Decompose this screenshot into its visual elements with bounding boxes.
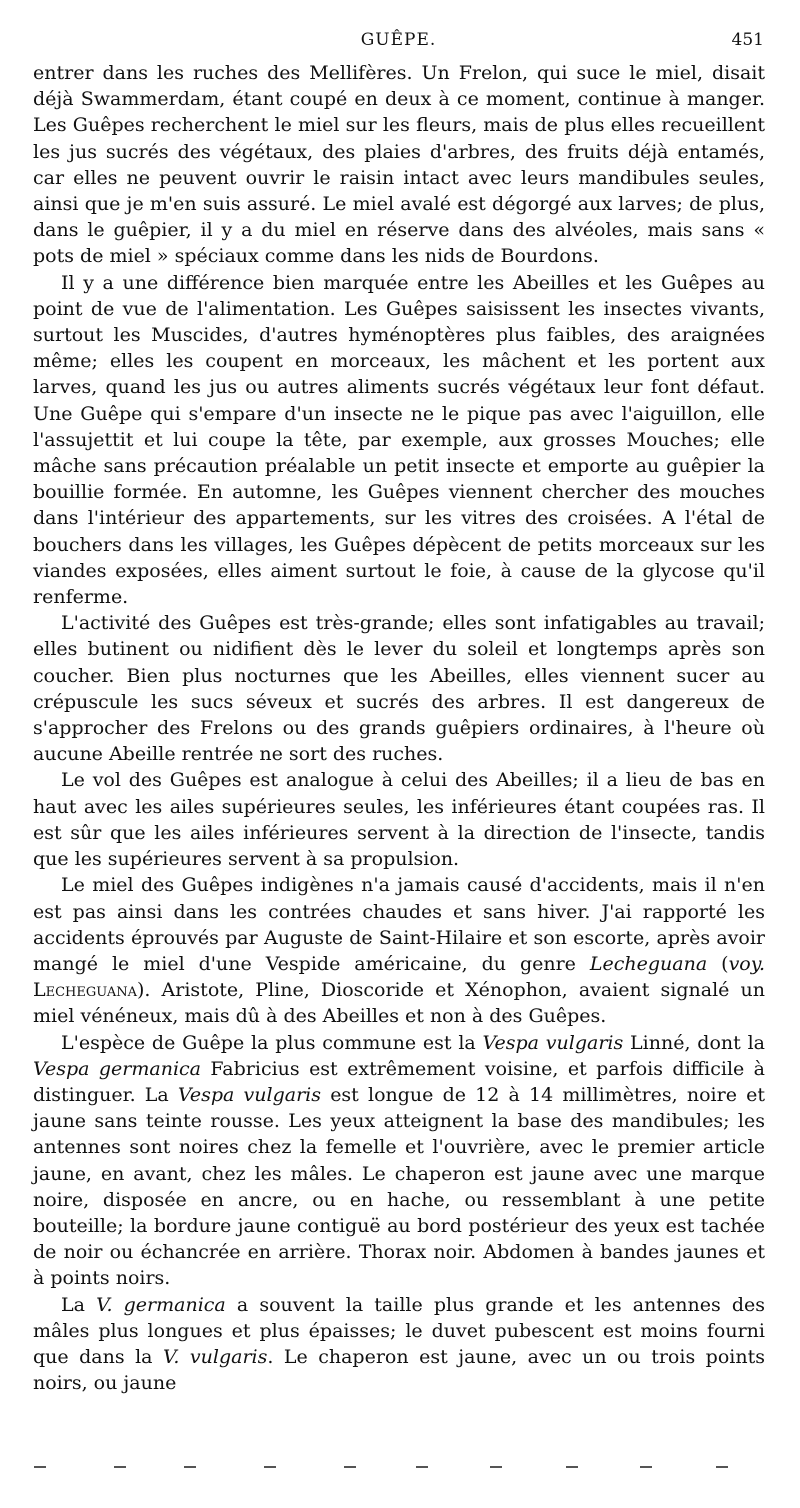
paragraph bbox=[33, 270, 765, 611]
paragraph bbox=[33, 610, 765, 767]
text-run: entrer dans les ruches des Mellifères. Un Frelon, qui suce le miel, disait déjà Swammerdam, étant coupé en deux à ce moment, continue à manger. Les Guêpes recherchent le miel sur les fleurs, mais de plus elles recueillent les jus sucrés des végétaux, des plaies d'arbres, des fruits déjà entamés, car elles ne peuvent ouvrir le raisin intact avec leurs mandibules seules, ainsi que je m'en suis assuré. Le miel avalé est dégorgé aux larves; de plus, dans le guêpier, il y a du miel en réserve dans des alvéoles, mais sans « pots de miel » spéciaux comme dans les nids de Bourdons. bbox=[33, 62, 765, 268]
print-marks bbox=[30, 1466, 770, 1474]
text-run: Il y a une différence bien marquée entre les Abeilles et les Guêpes au point de vue de l'alimentation. Les Guêpes saisissent les insectes vivants, surtout les Muscides, d'autres hyménoptères plus faibles, des araignées même; elles les coupent en morceaux, les mâchent et les portent aux larves, quand les jus ou autres aliments sucrés végétaux leur font défaut. Une Guêpe qui s'empare d'un insecte ne le pique pas avec l'aiguillon, elle l'assujettit et lui coupe la tête, par exemple, aux grosses Mouches; elle mâche sans précaution préalable un petit insecte et emporte au guêpier la bouillie formée. En automne, les Guêpes viennent chercher des mouches dans l'intérieur des appartements, sur les vitres des croisées. A l'étal de bouchers dans les villages, les Guêpes dépècent de petits morceaux sur les viandes exposées, elles aiment surtout le foie, à cause de la glycose qu'il renferme. bbox=[33, 271, 765, 609]
text-run: a souvent la taille plus grande et les antennes des mâles plus longues et plus épaisses; le duvet pubescent est moins fourni que dans la bbox=[33, 1293, 765, 1368]
text-run: est longue de 12 à 14 millimètres, noire et jaune sans teinte rousse. Les yeux atteignent la base des mandibules; les antennes sont noires chez la femelle et l'ouvrière, avec le premier article jaune, en avant, chez les mâles. Le chaperon est jaune avec une marque noire, disposée en ancre, ou en hache, ou ressemblant à une petite bouteille; la bordure jaune contiguë au bord postérieur des yeux est tachée de noir ou échancrée en arrière. Thorax noir. Abdomen à bandes jaunes et à points noirs. bbox=[33, 1083, 766, 1290]
paragraph bbox=[33, 767, 765, 872]
page-number: 451 bbox=[731, 30, 764, 50]
body-text bbox=[33, 60, 765, 1396]
text-run: L'espèce de Guêpe la plus commune est la bbox=[61, 1031, 483, 1054]
text-run: La bbox=[61, 1293, 97, 1316]
running-head bbox=[33, 30, 764, 54]
italic-term: Lecheguana bbox=[589, 952, 708, 975]
cross-reference: Lecheguana bbox=[33, 979, 137, 1002]
italic-term: Vespa vulgaris bbox=[177, 1083, 322, 1106]
italic-term: V. vulgaris bbox=[162, 1345, 268, 1368]
text-run: . Le chaperon est jaune, avec un ou trois points noirs, ou jaune bbox=[33, 1345, 765, 1395]
text-run: Fabricius est extrêmement voisine, et parfois difficile à distinguer. La bbox=[33, 1057, 765, 1106]
paragraph bbox=[33, 1292, 765, 1397]
italic-term: Vespa vulgaris bbox=[482, 1031, 624, 1054]
running-title: GUÊPE. bbox=[360, 30, 437, 50]
text-run: L'activité des Guêpes est très-grande; elles sont infatigables au travail; elles butinent ou nidifient dès le lever du soleil et longtemps après son coucher. Bien plus nocturnes que les Abeilles, elles viennent sucer au crépuscule les sucs séveux et sucrés des arbres. Il est dangereux de s'approcher des Frelons ou des grands guêpiers ordinaires, à l'heure où aucune Abeille rentrée ne sort des ruches. bbox=[33, 612, 765, 766]
italic-term: V. germanica bbox=[96, 1293, 226, 1316]
text-run: ). Aristote, Pline, Dioscoride et Xénophon, avaient signalé un miel vénéneux, mais dû à des Abeilles et non à des Guêpes. bbox=[33, 979, 765, 1028]
paragraph bbox=[33, 872, 765, 1029]
text-run: ( bbox=[707, 952, 729, 975]
paragraph bbox=[33, 1030, 765, 1292]
text-run: Le vol des Guêpes est analogue à celui des Abeilles; il a lieu de bas en haut avec les ailes supérieures seules, les inférieures étant coupées ras. Il est sûr que les ailes inférieures servent à la direction de l'insecte, tandis que les supérieures servent à sa propulsion. bbox=[33, 769, 765, 871]
text-run: Linné, dont la bbox=[623, 1031, 765, 1054]
text-run: Le miel des Guêpes indigènes n'a jamais causé d'accidents, mais il n'en est pas ainsi dans les contrées chaudes et sans hiver. J'ai rapporté les accidents éprouvés par Auguste de Saint-Hilaire et son escorte, après avoir mangé le miel d'une Vespide américaine, du genre bbox=[33, 874, 765, 975]
italic-term: voy. bbox=[728, 952, 765, 975]
italic-term: Vespa germanica bbox=[33, 1057, 201, 1080]
paragraph bbox=[33, 60, 765, 270]
